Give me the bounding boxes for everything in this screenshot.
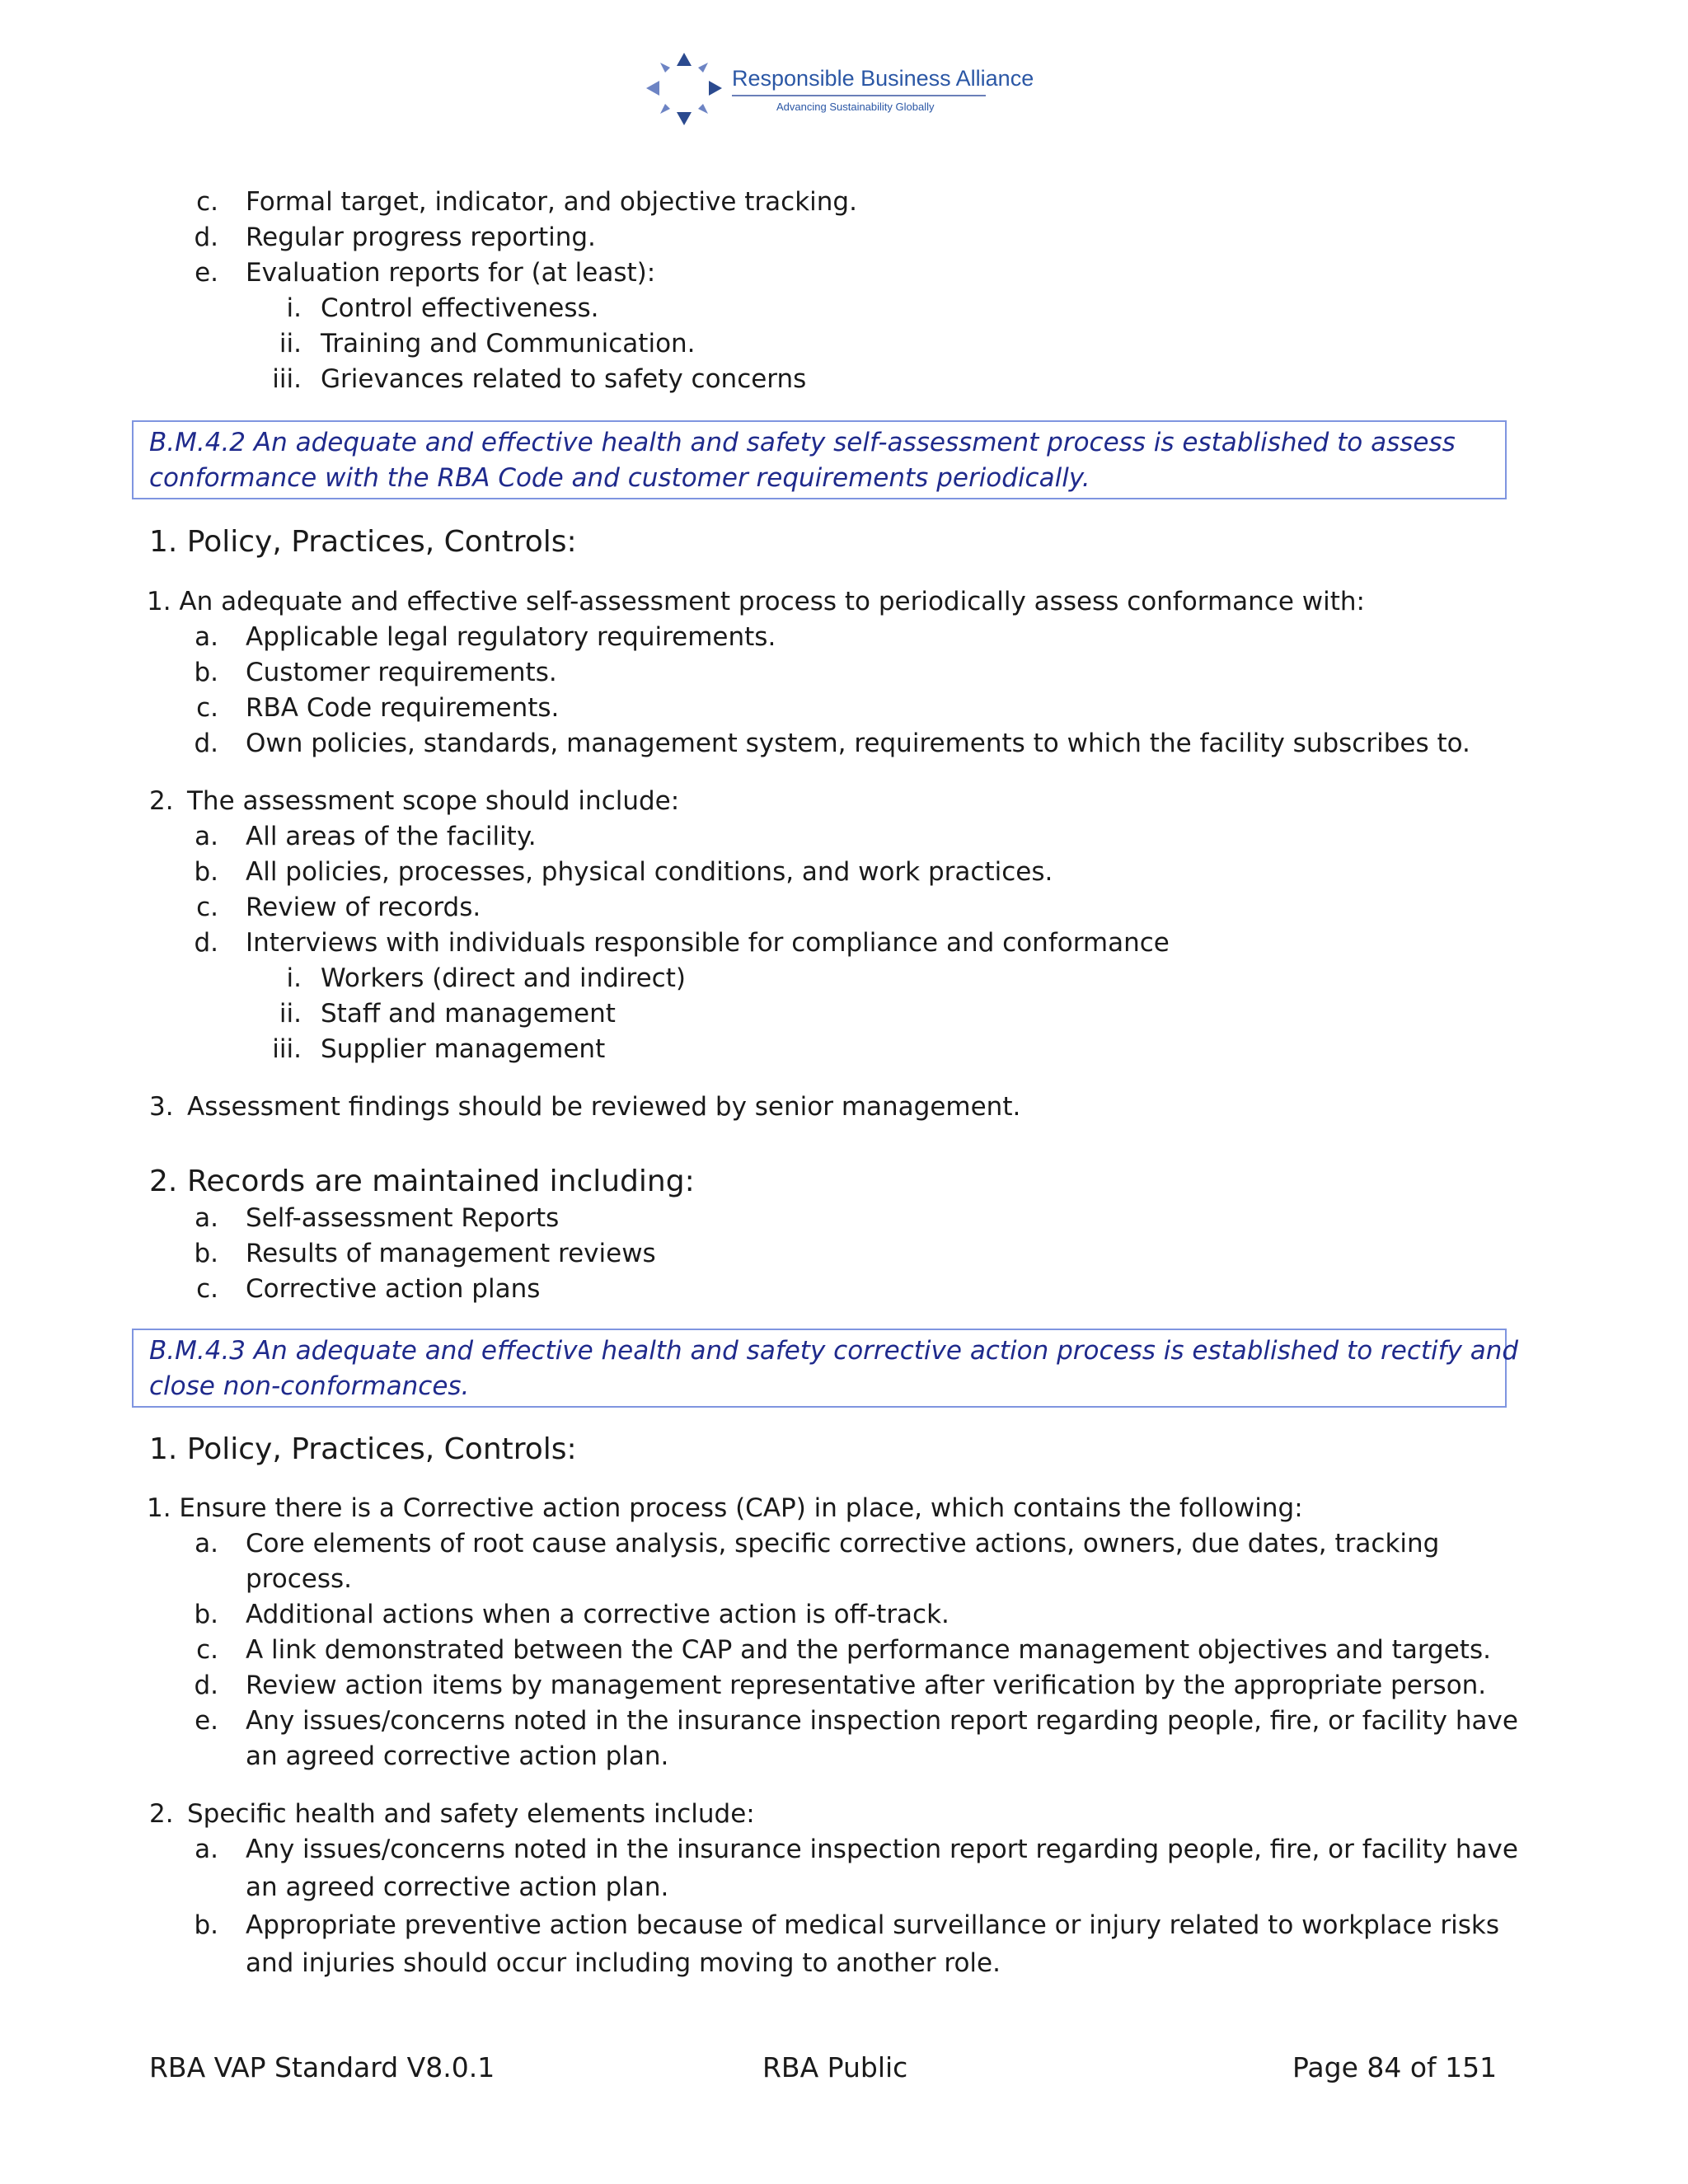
list-marker: c. xyxy=(196,693,218,723)
list-item: Applicable legal regulatory requirements. xyxy=(246,622,776,652)
list-marker: ii. xyxy=(279,329,302,359)
list-item: Evaluation reports for (at least): xyxy=(246,258,656,288)
list-item: Regular progress reporting. xyxy=(246,223,596,252)
list-item: RBA Code requirements. xyxy=(246,693,560,723)
list-item: Supplier management xyxy=(321,1034,606,1064)
list-marker: e. xyxy=(195,258,218,288)
list-marker: 2. xyxy=(149,1165,178,1198)
paragraph: 1. Ensure there is a Corrective action process (CAP) in place, which contains the following: xyxy=(147,1493,1303,1523)
list-item: Grievances related to safety concerns xyxy=(321,364,807,394)
list-item: Workers (direct and indirect) xyxy=(321,963,686,993)
list-marker: b. xyxy=(194,1239,218,1268)
list-item-continued: process. xyxy=(246,1564,352,1594)
list-marker: c. xyxy=(196,187,218,217)
list-item: Interviews with individuals responsible for compliance and conformance xyxy=(246,928,1170,958)
list-item: Core elements of root cause analysis, specific corrective actions, owners, due dates, tracking xyxy=(246,1529,1440,1558)
requirement-bm43-line2: close non-conformances. xyxy=(149,1371,470,1401)
list-marker: d. xyxy=(194,729,218,758)
footer-left: RBA VAP Standard V8.0.1 xyxy=(149,2051,495,2083)
requirement-bm42-line2: conformance with the RBA Code and customer requirements periodically. xyxy=(149,463,1090,493)
list-marker: a. xyxy=(195,1203,218,1233)
section-heading: 1. Policy, Practices, Controls: xyxy=(149,1432,577,1466)
paragraph: Specific health and safety elements include: xyxy=(187,1799,755,1829)
list-item: A link demonstrated between the CAP and the performance management objectives and targets. xyxy=(246,1635,1491,1665)
list-item: Staff and management xyxy=(321,999,616,1029)
list-item: Customer requirements. xyxy=(246,658,557,687)
list-item: Training and Communication. xyxy=(321,329,696,359)
paragraph: Assessment findings should be reviewed by senior management. xyxy=(187,1092,1021,1122)
requirement-bm43-line1: B.M.4.3 An adequate and effective health and safety corrective action process is established to rectify and xyxy=(149,1336,1519,1366)
list-marker: a. xyxy=(195,1529,218,1558)
list-item: All areas of the facility. xyxy=(246,822,537,851)
footer-center: RBA Public xyxy=(762,2051,908,2083)
list-marker: c. xyxy=(196,893,218,922)
list-marker: a. xyxy=(195,1835,218,1864)
list-marker: c. xyxy=(196,1635,218,1665)
rba-logo xyxy=(643,49,1034,132)
list-item: Formal target, indicator, and objective tracking. xyxy=(246,187,857,217)
list-marker: 2. xyxy=(149,1799,174,1829)
list-item-continued: an agreed corrective action plan. xyxy=(246,1741,669,1771)
list-marker: d. xyxy=(194,223,218,252)
logo-name: Responsible Business Alliance xyxy=(732,66,1034,91)
list-item-continued: an agreed corrective action plan. xyxy=(246,1872,669,1902)
list-marker: 3. xyxy=(149,1092,174,1122)
list-item: Review of records. xyxy=(246,893,481,922)
list-marker: b. xyxy=(194,658,218,687)
logo-tagline: Advancing Sustainability Globally xyxy=(776,101,935,113)
list-item: Self-assessment Reports xyxy=(246,1203,560,1233)
list-marker: d. xyxy=(194,1671,218,1700)
list-marker: b. xyxy=(194,857,218,887)
list-item: Corrective action plans xyxy=(246,1274,541,1304)
list-marker: b. xyxy=(194,1910,218,1940)
paragraph: 1. An adequate and effective self-assessment process to periodically assess conformance with: xyxy=(147,587,1365,616)
logo-divider xyxy=(732,95,986,96)
list-item: Any issues/concerns noted in the insurance inspection report regarding people, fire, or facility have xyxy=(246,1706,1518,1736)
list-marker: ii. xyxy=(279,999,302,1029)
requirement-bm42-line1: B.M.4.2 An adequate and effective health and safety self-assessment process is established to assess xyxy=(149,428,1456,457)
list-marker: a. xyxy=(195,622,218,652)
list-item: Any issues/concerns noted in the insurance inspection report regarding people, fire, or facility have xyxy=(246,1835,1518,1864)
list-marker: d. xyxy=(194,928,218,958)
list-item: All policies, processes, physical conditions, and work practices. xyxy=(246,857,1053,887)
list-marker: c. xyxy=(196,1274,218,1304)
list-marker: i. xyxy=(286,293,302,323)
list-item: Additional actions when a corrective action is off-track. xyxy=(246,1600,950,1629)
list-item: Control effectiveness. xyxy=(321,293,599,323)
section-heading: 1. Policy, Practices, Controls: xyxy=(149,525,577,559)
list-marker: 2. xyxy=(149,786,174,816)
list-marker: iii. xyxy=(272,364,302,394)
list-marker: a. xyxy=(195,822,218,851)
section-heading: Records are maintained including: xyxy=(187,1165,695,1198)
list-item: Appropriate preventive action because of medical surveillance or injury related to workplace risks xyxy=(246,1910,1500,1940)
list-marker: b. xyxy=(194,1600,218,1629)
list-marker: iii. xyxy=(272,1034,302,1064)
footer-page-number: Page 84 of 151 xyxy=(1292,2051,1498,2083)
list-item-continued: and injuries should occur including moving to another role. xyxy=(246,1948,1001,1978)
list-item: Review action items by management representative after verification by the appropriate person. xyxy=(246,1671,1487,1700)
list-marker: i. xyxy=(286,963,302,993)
list-item: Results of management reviews xyxy=(246,1239,656,1268)
list-item: Own policies, standards, management system, requirements to which the facility subscribes to. xyxy=(246,729,1470,758)
compass-logo-icon xyxy=(643,49,725,129)
list-marker: e. xyxy=(195,1706,218,1736)
paragraph: The assessment scope should include: xyxy=(187,786,680,816)
